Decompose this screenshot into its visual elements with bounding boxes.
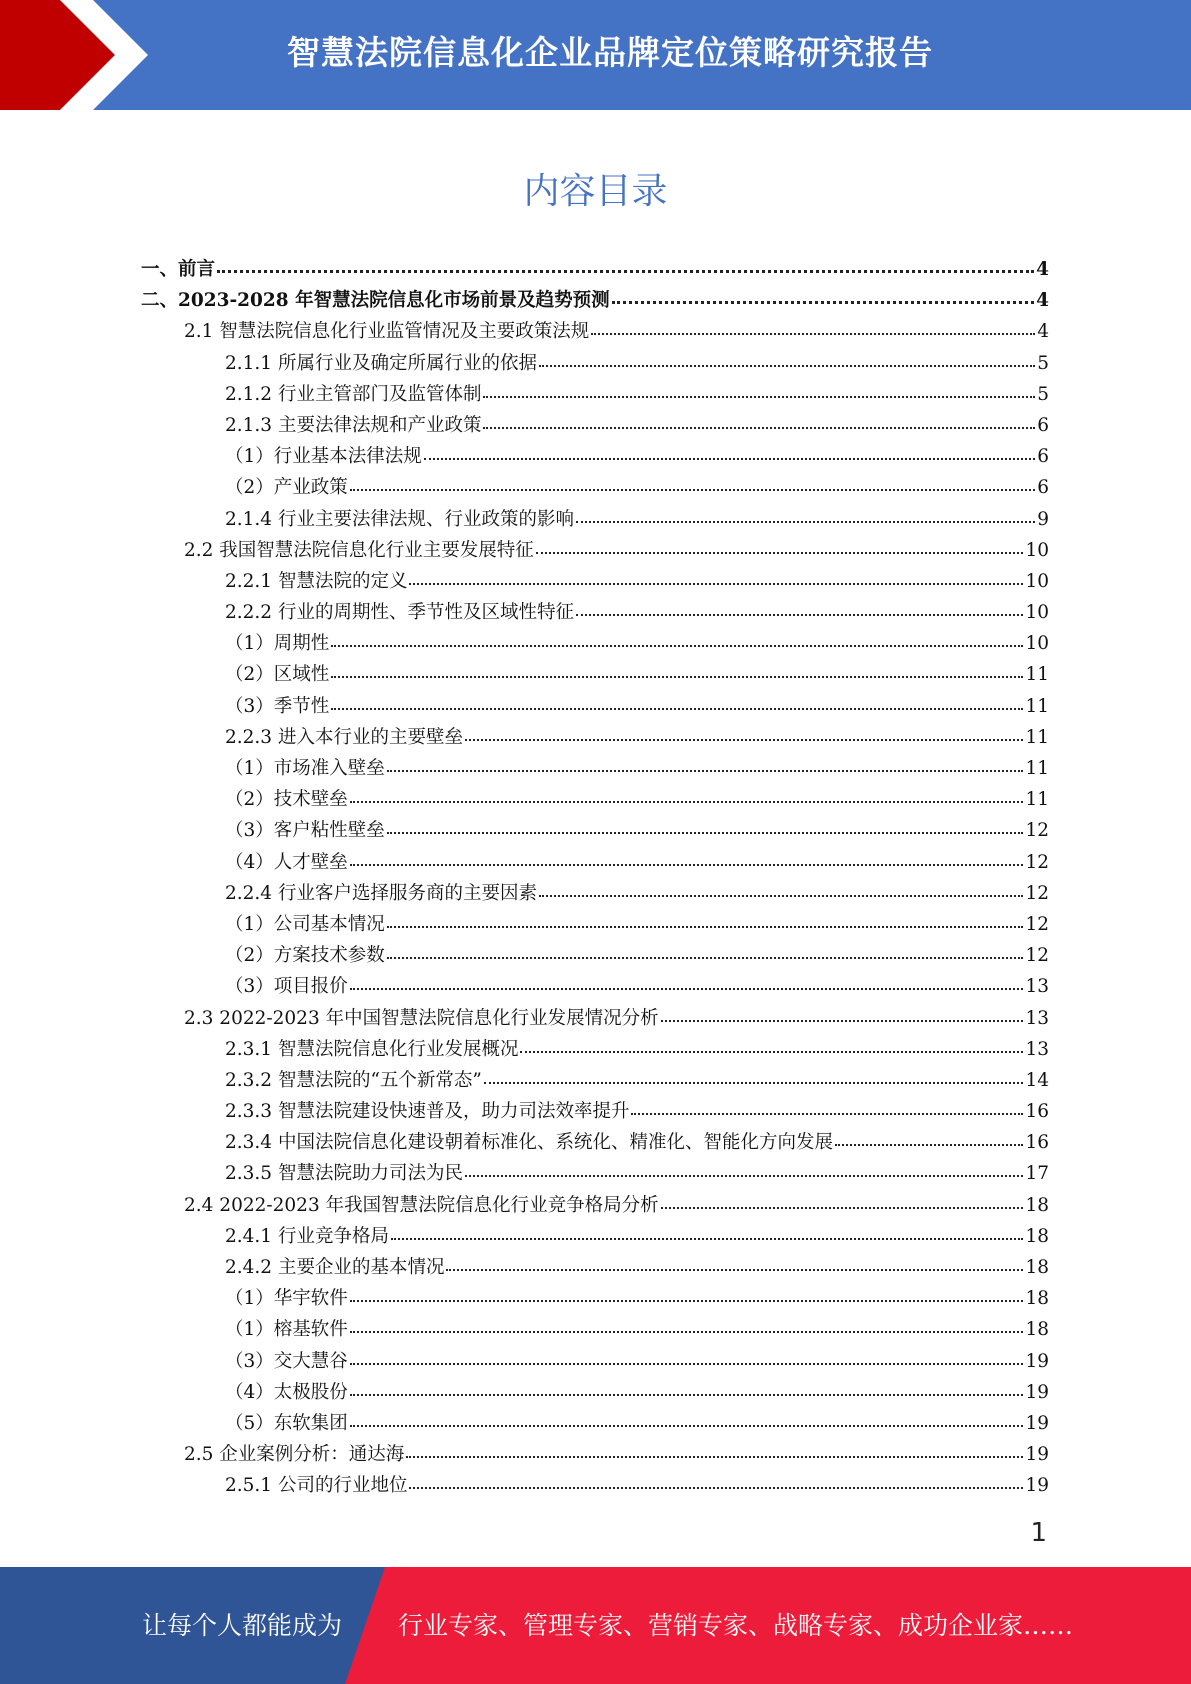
toc-entry[interactable] [141, 316, 1049, 347]
toc-entry-page: 17 [1025, 1163, 1049, 1185]
toc-entry[interactable] [141, 815, 1049, 846]
toc-entry[interactable] [141, 940, 1049, 971]
toc-entry[interactable] [141, 722, 1049, 753]
toc-entry-page: 9 [1037, 508, 1049, 530]
toc-entry-page: 19 [1025, 1444, 1049, 1466]
toc-entry-label: 2.3 2022-2023 年中国智慧法院信息化行业发展情况分析 [184, 1007, 659, 1029]
toc-entry[interactable] [141, 878, 1049, 909]
toc-entry-label: 2.3.5 智慧法院助力司法为民 [225, 1163, 463, 1185]
toc-entry[interactable] [141, 535, 1049, 566]
toc-entry-page: 5 [1037, 352, 1049, 374]
toc-dot-leader [483, 427, 1035, 429]
toc-entry[interactable] [141, 753, 1049, 784]
toc-entry-label: 二、2023-2028 年智慧法院信息化市场前景及趋势预测 [141, 290, 610, 312]
toc-entry[interactable] [141, 472, 1049, 503]
toc-entry-label: 2.4 2022-2023 年我国智慧法院信息化行业竞争格局分析 [184, 1194, 659, 1216]
toc-entry-label: （2）区域性 [225, 664, 330, 686]
toc-entry[interactable] [141, 1314, 1049, 1345]
toc-dot-leader [350, 1331, 1024, 1333]
toc-entry-page: 4 [1036, 259, 1049, 280]
toc-entry-page: 12 [1025, 945, 1049, 967]
toc-entry-label: （4）人才壁垒 [225, 851, 348, 873]
toc-dot-leader [331, 708, 1023, 710]
toc-entry-page: 19 [1025, 1475, 1049, 1497]
toc-dot-leader [409, 583, 1023, 585]
toc-entry-label: （2）技术壁垒 [225, 789, 348, 811]
toc-entry-label: 2.2.4 行业客户选择服务商的主要因素 [225, 882, 537, 904]
toc-dot-leader [424, 458, 1035, 460]
toc-entry[interactable] [141, 254, 1049, 285]
toc-entry-label: 2.3.3 智慧法院建设快速普及，助力司法效率提升 [225, 1101, 630, 1123]
toc-dot-leader [350, 1363, 1024, 1365]
toc-entry[interactable] [141, 1127, 1049, 1158]
toc-entry-label: （1）市场准入壁垒 [225, 758, 385, 779]
toc-dot-leader [465, 1175, 1023, 1177]
toc-entry-label: 2.3.1 智慧法院信息化行业发展概况 [225, 1038, 519, 1060]
toc-entry-label: （2）方案技术参数 [225, 945, 385, 967]
report-title: 智慧法院信息化企业品牌定位策略研究报告 [287, 33, 933, 72]
toc-entry[interactable] [141, 285, 1049, 316]
toc-entry[interactable] [141, 441, 1049, 472]
toc-dot-leader [217, 270, 1034, 273]
toc-entry-label: （4）太极股份 [225, 1381, 348, 1403]
toc-dot-leader [576, 521, 1035, 523]
toc-entry-page: 18 [1025, 1194, 1049, 1216]
toc-entry-label: （3）客户粘性壁垒 [225, 820, 385, 842]
toc-entry-page: 12 [1025, 851, 1049, 873]
toc-dot-leader [350, 489, 1035, 491]
toc-entry[interactable] [141, 628, 1049, 659]
toc-entry[interactable] [141, 1221, 1049, 1252]
toc-entry-page: 5 [1037, 383, 1049, 405]
toc-entry-label: （1）公司基本情况 [225, 913, 385, 935]
toc-entry-label: 一、前言 [141, 259, 216, 280]
toc-entry-page: 19 [1025, 1381, 1049, 1403]
toc-dot-leader [576, 614, 1023, 616]
toc-entry-label: 2.1 智慧法院信息化行业监管情况及主要政策法规 [184, 321, 590, 343]
footer-banner [0, 1567, 1191, 1684]
toc-entry-page: 4 [1037, 321, 1049, 343]
toc-entry[interactable] [141, 784, 1049, 815]
toc-entry-label: （1）榕基软件 [225, 1319, 348, 1341]
toc-entry[interactable] [141, 1470, 1049, 1501]
toc-entry-page: 16 [1025, 1132, 1049, 1154]
toc-entry-label: 2.5.1 公司的行业地位 [225, 1475, 408, 1497]
toc-entry[interactable] [141, 659, 1049, 690]
toc-entry-page: 16 [1025, 1101, 1049, 1123]
toc-entry-page: 13 [1025, 1038, 1049, 1060]
toc-entry-label: 2.4.2 主要企业的基本情况 [225, 1257, 445, 1278]
toc-entry-label: 2.2.1 智慧法院的定义 [225, 570, 408, 592]
toc-dot-leader [387, 832, 1024, 834]
toc-entry-page: 11 [1025, 695, 1049, 717]
toc-entry-label: （5）东软集团 [225, 1412, 348, 1434]
toc-entry[interactable] [141, 1096, 1049, 1127]
toc-entry-page: 12 [1025, 913, 1049, 935]
header-banner [0, 0, 1191, 110]
toc-dot-leader [520, 1051, 1023, 1053]
toc-dot-leader [387, 770, 1024, 772]
toc-entry-page: 13 [1025, 976, 1049, 998]
toc-entry-page: 10 [1025, 602, 1049, 624]
toc-dot-leader [387, 957, 1024, 959]
toc-entry-page: 4 [1036, 290, 1049, 312]
toc-entry-page: 19 [1025, 1350, 1049, 1372]
toc-entry-label: （1）行业基本法律法规 [225, 446, 422, 468]
toc-dot-leader [350, 1300, 1024, 1302]
toc-dot-leader [661, 1207, 1024, 1209]
toc-dot-leader [350, 864, 1024, 866]
toc-entry-page: 18 [1025, 1257, 1049, 1278]
toc-entry-page: 11 [1025, 726, 1049, 748]
toc-entry[interactable] [141, 1439, 1049, 1470]
toc-dot-leader [631, 1113, 1023, 1115]
toc-dot-leader [539, 365, 1035, 367]
toc-entry[interactable] [141, 847, 1049, 878]
toc-dot-leader [350, 1394, 1024, 1396]
toc-entry[interactable] [141, 971, 1049, 1002]
toc-entry-label: 2.1.4 行业主要法律法规、行业政策的影响 [225, 508, 574, 530]
toc-entry[interactable] [141, 566, 1049, 597]
toc-entry[interactable] [141, 1377, 1049, 1408]
toc-entry-page: 11 [1025, 664, 1049, 686]
toc-entry-page: 10 [1025, 570, 1049, 592]
toc-entry-page: 11 [1025, 758, 1049, 779]
toc-dot-leader [661, 1020, 1024, 1022]
toc-dot-leader [409, 1487, 1023, 1489]
toc-entry-page: 6 [1037, 414, 1049, 436]
toc-heading: 内容目录 [523, 171, 668, 212]
toc-entry[interactable] [141, 410, 1049, 441]
toc-entry-page: 14 [1025, 1069, 1049, 1091]
toc-entry-page: 18 [1025, 1225, 1049, 1247]
toc-entry[interactable] [141, 1065, 1049, 1096]
toc-dot-leader [612, 301, 1035, 304]
toc-dot-leader [536, 552, 1024, 554]
page-number: 1 [1030, 1518, 1047, 1548]
toc-entry-page: 13 [1025, 1007, 1049, 1029]
toc-entry[interactable] [141, 379, 1049, 410]
toc-entry-label: 2.1.2 行业主管部门及监管体制 [225, 383, 482, 405]
toc-dot-leader [835, 1144, 1023, 1146]
toc-entry-label: 2.3.2 智慧法院的“五个新常态” [225, 1069, 482, 1091]
toc-entry-label: （2）产业政策 [225, 477, 348, 499]
toc-dot-leader [446, 1269, 1023, 1271]
toc-entry-label: 2.5 企业案例分析：通达海 [184, 1444, 405, 1466]
toc-entry[interactable] [141, 597, 1049, 628]
toc-entry[interactable] [141, 691, 1049, 722]
toc-entry-page: 6 [1037, 446, 1049, 468]
toc-entry-label: 2.3.4 中国法院信息化建设朝着标准化、系统化、精准化、智能化方向发展 [225, 1132, 833, 1154]
footer-slogan-left: 让每个人都能成为 [142, 1611, 343, 1640]
toc-entry[interactable] [141, 1003, 1049, 1034]
toc-entry-label: （3）季节性 [225, 695, 330, 717]
toc-entry-page: 12 [1025, 882, 1049, 904]
chevron-arrow-icon [0, 0, 150, 110]
toc-entry[interactable] [141, 1346, 1049, 1377]
toc-entry[interactable] [141, 1408, 1049, 1439]
toc-entry-label: 2.2 我国智慧法院信息化行业主要发展特征 [184, 539, 534, 561]
toc-dot-leader [483, 396, 1035, 398]
toc-entry[interactable] [141, 1190, 1049, 1221]
toc-entry-label: （3）交大慧谷 [225, 1350, 348, 1372]
toc-dot-leader [387, 926, 1024, 928]
toc-entry[interactable] [141, 909, 1049, 940]
table-of-contents [141, 254, 1049, 1502]
toc-entry[interactable] [141, 504, 1049, 535]
toc-entry-page: 18 [1025, 1319, 1049, 1341]
toc-entry[interactable] [141, 1283, 1049, 1314]
toc-dot-leader [591, 333, 1035, 335]
toc-dot-leader [465, 739, 1023, 741]
toc-entry-label: 2.1.1 所属行业及确定所属行业的依据 [225, 352, 537, 374]
toc-dot-leader [331, 645, 1023, 647]
toc-dot-leader [484, 1082, 1024, 1084]
toc-dot-leader [539, 895, 1023, 897]
toc-entry-label: 2.2.2 行业的周期性、季节性及区域性特征 [225, 602, 574, 624]
toc-entry-page: 10 [1025, 633, 1049, 655]
footer-slogan-right: 行业专家、管理专家、营销专家、战略专家、成功企业家…… [398, 1611, 1074, 1640]
toc-entry[interactable] [141, 1252, 1049, 1283]
toc-entry[interactable] [141, 348, 1049, 379]
toc-entry-page: 11 [1025, 789, 1049, 811]
toc-entry-label: （3）项目报价 [225, 976, 348, 998]
toc-dot-leader [331, 676, 1023, 678]
toc-dot-leader [350, 1425, 1024, 1427]
toc-entry[interactable] [141, 1034, 1049, 1065]
toc-dot-leader [350, 801, 1024, 803]
toc-entry-page: 18 [1025, 1288, 1049, 1310]
toc-dot-leader [391, 1238, 1023, 1240]
toc-entry-label: 2.1.3 主要法律法规和产业政策 [225, 414, 482, 436]
toc-entry-page: 12 [1025, 820, 1049, 842]
toc-entry-label: 2.4.1 行业竞争格局 [225, 1225, 389, 1247]
toc-entry-page: 6 [1037, 477, 1049, 499]
toc-entry-label: 2.2.3 进入本行业的主要壁垒 [225, 726, 463, 748]
toc-entry-page: 10 [1025, 539, 1049, 561]
toc-entry-label: （1）周期性 [225, 633, 330, 655]
toc-entry-page: 19 [1025, 1412, 1049, 1434]
toc-dot-leader [350, 988, 1024, 990]
toc-entry[interactable] [141, 1158, 1049, 1189]
toc-entry-label: （1）华宇软件 [225, 1288, 348, 1310]
toc-dot-leader [406, 1456, 1023, 1458]
